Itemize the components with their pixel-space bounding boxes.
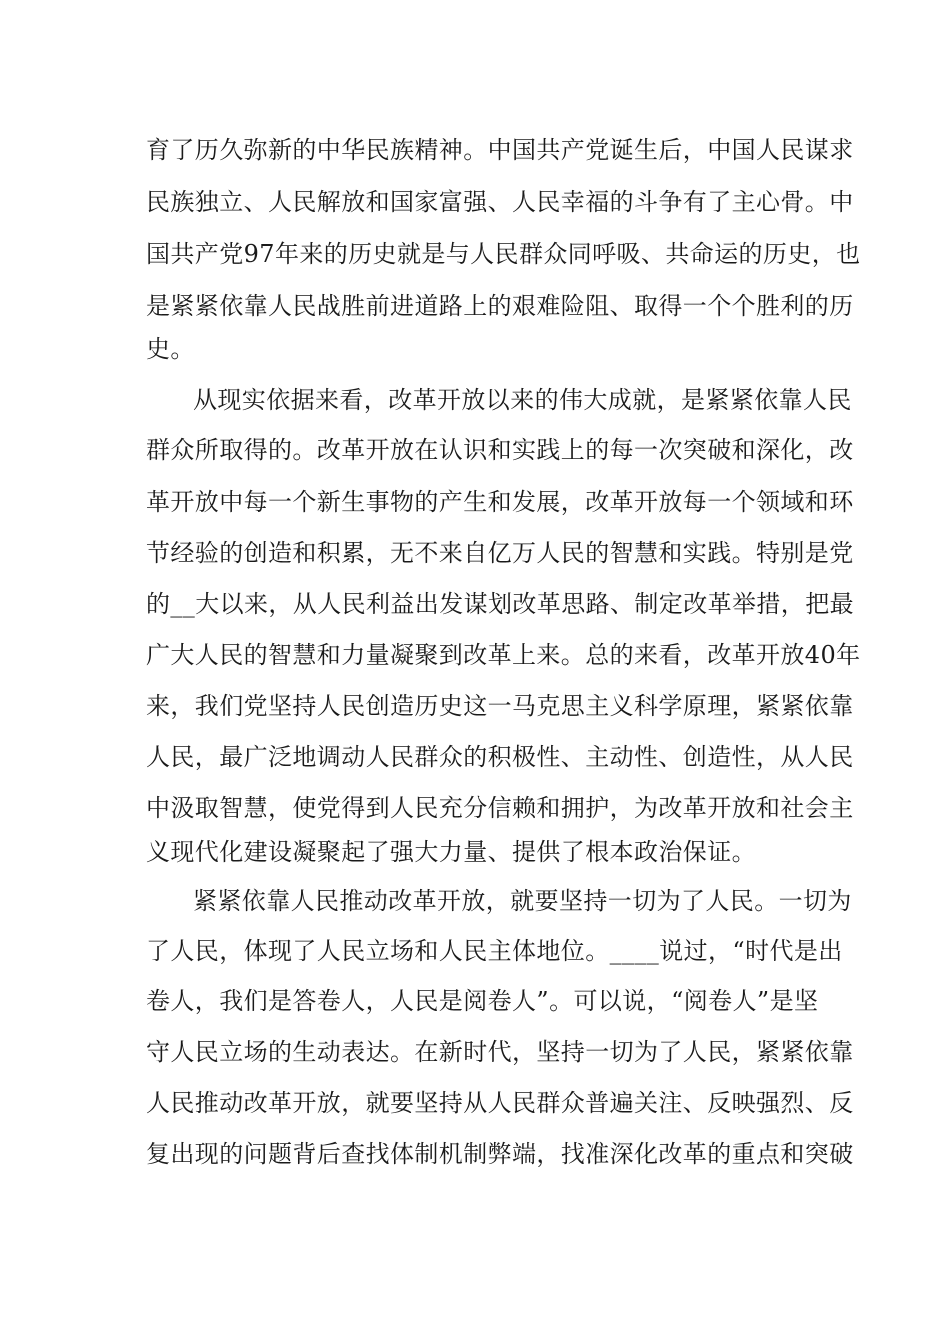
- text-line: 守人民立场的生动表达。在新时代，坚持一切为了人民，紧紧依靠: [146, 1038, 854, 1066]
- text-line: 史。: [146, 335, 195, 363]
- text-line: 育了历久弥新的中华民族精神。中国共产党诞生后，中国人民谋求: [146, 136, 854, 164]
- text-line: 从现实依据来看，改革开放以来的伟大成就，是紧紧依靠人民: [193, 386, 852, 414]
- text-line: 是紧紧依靠人民战胜前进道路上的艰难险阻、取得一个个胜利的历: [146, 292, 854, 320]
- text-line: 革开放中每一个新生事物的产生和发展，改革开放每一个领域和环: [146, 488, 854, 516]
- text-line: 中汲取智慧，使党得到人民充分信赖和拥护，为改革开放和社会主: [146, 794, 854, 822]
- text-line: 国共产党97年来的历史就是与人民群众同呼吸、共命运的历史，也: [146, 240, 861, 268]
- text-line: 义现代化建设凝聚起了强大力量、提供了根本政治保证。: [146, 838, 756, 866]
- text-line: 了人民，体现了人民立场和人民主体地位。____说过，“时代是出: [146, 937, 843, 965]
- text-line: 人民，最广泛地调动人民群众的积极性、主动性、创造性，从人民: [146, 743, 854, 771]
- text-line: 复出现的问题背后查找体制机制弊端，找准深化改革的重点和突破: [146, 1140, 854, 1168]
- text-line: 民族独立、人民解放和国家富强、人民幸福的斗争有了主心骨。中: [146, 188, 854, 216]
- text-line: 卷人，我们是答卷人，人民是阅卷人”。可以说，“阅卷人”是坚: [146, 987, 819, 1015]
- text-line: 来，我们党坚持人民创造历史这一马克思主义科学原理，紧紧依靠: [146, 692, 854, 720]
- text-line: 紧紧依靠人民推动改革开放，就要坚持一切为了人民。一切为: [193, 887, 852, 915]
- text-line: 人民推动改革开放，就要坚持从人民群众普遍关注、反映强烈、反: [146, 1089, 854, 1117]
- text-line: 群众所取得的。改革开放在认识和实践上的每一次突破和深化，改: [146, 436, 854, 464]
- text-line: 广大人民的智慧和力量凝聚到改革上来。总的来看，改革开放40年: [146, 641, 861, 669]
- text-line: 节经验的创造和积累，无不来自亿万人民的智慧和实践。特别是党: [146, 539, 854, 567]
- text-line: 的__大以来，从人民利益出发谋划改革思路、制定改革举措，把最: [146, 590, 854, 618]
